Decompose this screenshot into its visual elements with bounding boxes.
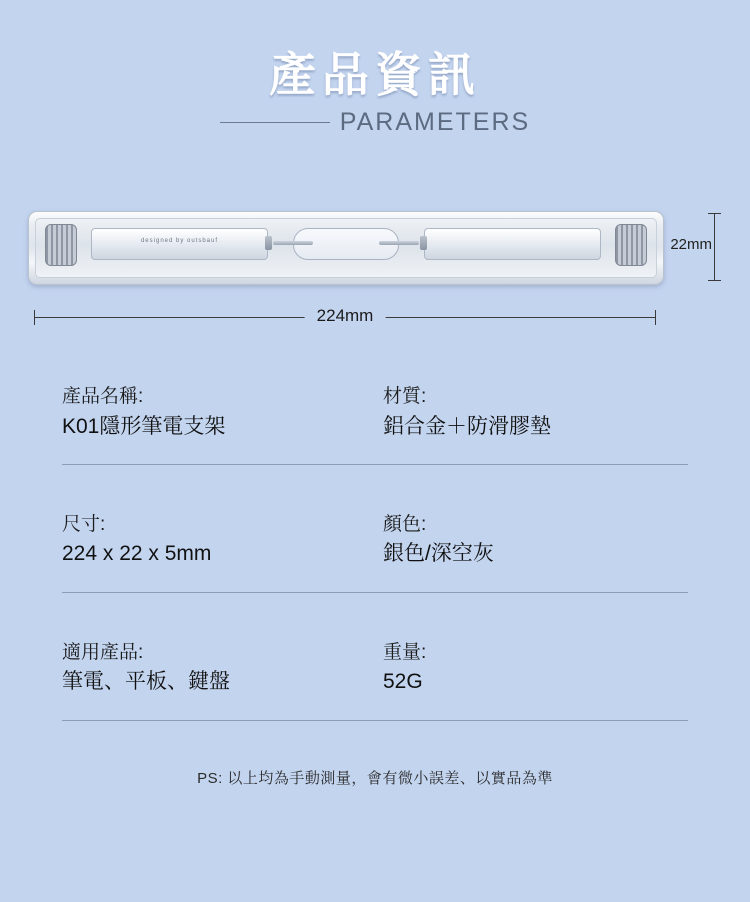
spec-value: K01隱形筆電支架: [62, 414, 226, 438]
product-illustration: [0, 211, 750, 341]
width-dimension-cap-right: [655, 310, 656, 325]
subtitle-divider-line: [220, 122, 330, 123]
table-row: [62, 383, 688, 465]
spec-cell-compatibility: [62, 639, 375, 698]
grip-pad-right-icon: [615, 224, 647, 266]
spec-value: 52G: [383, 670, 423, 694]
spec-key: 尺寸:: [62, 513, 106, 535]
grip-pad-left-icon: [45, 224, 77, 266]
device-panel-right: [424, 228, 601, 260]
device-hinge-right: [379, 241, 419, 245]
height-dimension-cap-bottom: [708, 280, 721, 281]
spec-value: 筆電、平板、鍵盤: [62, 670, 230, 694]
page-subtitle: PARAMETERS: [339, 108, 531, 137]
device-hinge-left: [273, 241, 313, 245]
width-dimension: [28, 306, 662, 328]
spec-cell-name: [62, 383, 375, 442]
spec-key: 材質:: [383, 386, 427, 408]
subtitle-row: [0, 108, 750, 137]
page-header: [0, 0, 750, 137]
spec-value: 224 x 22 x 5mm: [62, 542, 212, 566]
device-pin-left: [265, 236, 272, 250]
table-row: [62, 639, 688, 721]
disclaimer-note: PS: 以上均為手動測量，會有微小誤差、以實品為準: [197, 769, 553, 787]
page-title: 產品資訊: [269, 48, 481, 101]
spec-key: 適用產品:: [62, 641, 144, 663]
spec-key: 重量:: [383, 641, 427, 663]
spec-cell-weight: [375, 639, 688, 698]
product-device-image: [28, 211, 664, 285]
height-dimension-line: [714, 213, 715, 281]
spec-cell-color: [375, 511, 688, 570]
spec-value: 鋁合金＋防滑膠墊: [383, 414, 551, 438]
spec-cell-material: [375, 383, 688, 442]
height-dimension-cap-top: [708, 213, 721, 214]
width-dimension-cap-left: [34, 310, 35, 325]
height-dimension-label: 22mm: [670, 236, 712, 254]
spec-value: 銀色/深空灰: [383, 542, 494, 566]
device-panel-left: [91, 228, 268, 260]
device-brand-text: designed by outsbauf: [140, 238, 219, 245]
device-pin-right: [420, 236, 427, 250]
spec-key: 顏色:: [383, 513, 427, 535]
spec-key: 產品名稱:: [62, 386, 144, 408]
table-row: [62, 511, 688, 593]
specifications-table: [62, 383, 688, 788]
width-dimension-label: 224mm: [305, 306, 386, 326]
spec-cell-size: [62, 511, 375, 570]
height-dimension: [668, 211, 738, 283]
